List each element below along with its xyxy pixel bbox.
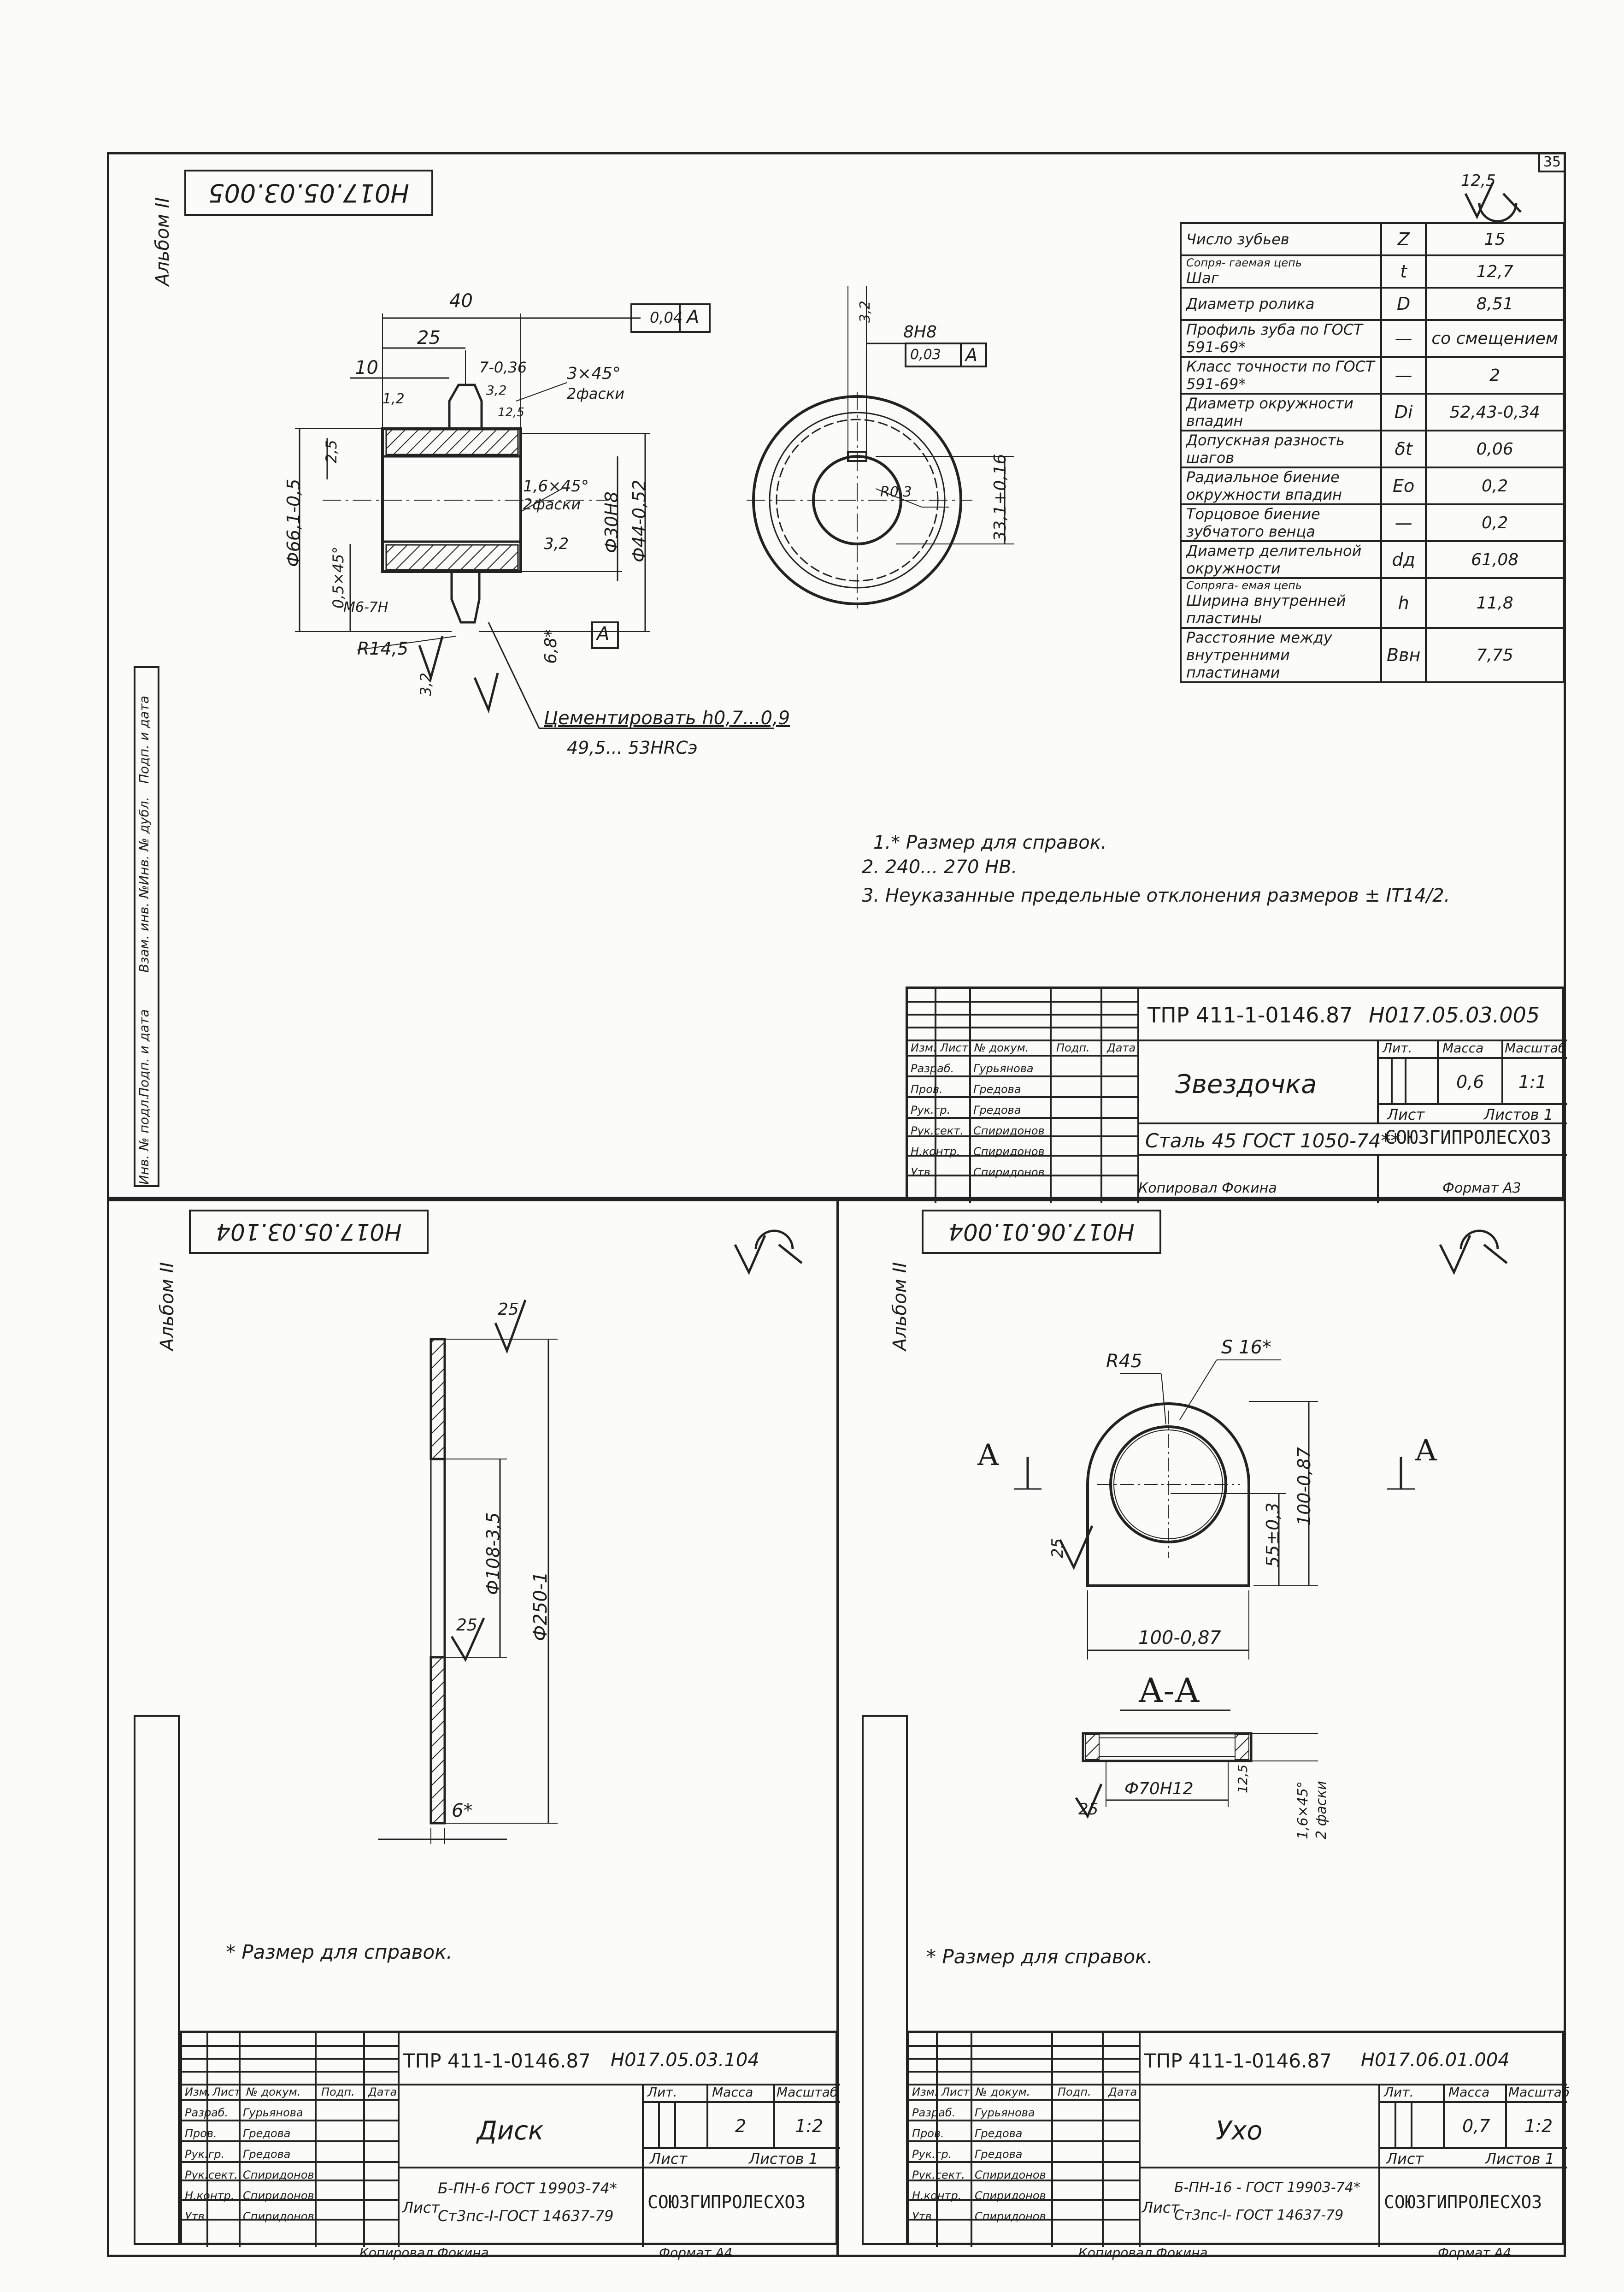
sheet1-note-2: 2. 240... 270 НВ. — [862, 857, 1018, 878]
sheet1-sidebar-1: Инв. № подл. — [136, 1095, 152, 1185]
sheet1-sidebar-3: Взам. инв. № — [136, 885, 152, 973]
sheet1-format: Формат А3 — [1442, 1180, 1521, 1196]
sheet2-organization: СОЮЗГИПРОЛЕСХОЗ — [647, 2192, 806, 2212]
sheet3-sheet-label: Лист — [1386, 2150, 1424, 2168]
dim-3-2-a: 3,2 — [486, 383, 507, 398]
param-name: Радиальное биение окружности впадин — [1181, 467, 1381, 504]
sheet1-copied-by: Копировал Фокина — [1138, 1180, 1277, 1196]
sheet3-note: * Размер для справок. — [926, 1945, 1153, 1968]
sheet1-part-code: Н017.05.03.005 — [1369, 1003, 1540, 1028]
dim-r14-5: R14,5 — [357, 638, 409, 659]
signature-role: Утв. — [911, 1166, 934, 1179]
dim-10: 10 — [355, 357, 378, 378]
dim-datum-3: А — [965, 345, 977, 365]
disc-dim-250: Ф250-1 — [530, 1571, 551, 1641]
signature-role: Рук.сект. — [185, 2168, 238, 2181]
sheet3-part-code: Н017.06.01.004 — [1361, 2050, 1510, 2071]
signature-doc-header: № докум. — [974, 1041, 1029, 1054]
ear-dim-2-facets: 2 фаски — [1313, 1781, 1330, 1839]
signature-row — [911, 2186, 1140, 2206]
signature-role: Разраб. — [185, 2106, 229, 2119]
ear-section-title: А-А — [1138, 1671, 1200, 1710]
signature-name: Спиридонов — [973, 1166, 1045, 1179]
sheet3-sidebar — [862, 1715, 908, 2245]
ear-dim-1-6x45: 1,6×45° — [1295, 1781, 1311, 1839]
signature-row — [911, 2123, 1140, 2144]
param-value: 8,51 — [1426, 288, 1564, 320]
sheet3-sheets-count: Листов 1 — [1485, 2150, 1555, 2168]
signature-role: Разраб. — [911, 1062, 954, 1075]
signature-name: Гредова — [973, 1083, 1021, 1096]
signature-name: Спиридонов — [243, 2189, 314, 2202]
sheet3-mass: 0,7 — [1462, 2116, 1490, 2136]
signature-row — [911, 2103, 1140, 2123]
signature-name: Гурьянова — [975, 2106, 1035, 2119]
sheet1-scale-header: Масштаб — [1505, 1040, 1566, 1056]
param-value: 7,75 — [1426, 628, 1564, 682]
sheet2-code-stamp: Н017.05.03.104 — [189, 1210, 429, 1254]
param-symbol: Bвн — [1381, 628, 1426, 682]
param-symbol: δt — [1381, 431, 1426, 467]
signature-sign-header: Подп. — [1058, 2085, 1091, 2098]
signature-role: Н.контр. — [912, 2189, 962, 2202]
disc-dim-108: Ф108-3,5 — [483, 1512, 503, 1595]
dim-25: 25 — [417, 327, 441, 349]
dim-12-5: 12,5 — [498, 406, 524, 419]
dim-datum-1: А — [687, 307, 700, 328]
signature-role: Рук.гр. — [912, 2148, 952, 2161]
sheet2-album-label: Альбом II — [157, 1262, 178, 1351]
ear-dim-r45: R45 — [1106, 1351, 1142, 1372]
sheet1-note-3: 3. Неуказанные предельные отклонения размеров ± IT14/2. — [862, 885, 1450, 906]
param-value: 2 — [1426, 357, 1564, 394]
dim-tolerance-2: 0,03 — [910, 347, 941, 363]
param-name: Диаметр окружности впадин — [1181, 394, 1381, 431]
signature-role: Изм. — [912, 2085, 938, 2098]
sheet3-album-label: Альбом II — [889, 1262, 911, 1351]
sheet2-material-prefix: Лист — [402, 2199, 440, 2216]
sheet3-scale-header: Масштаб — [1508, 2085, 1570, 2100]
note-hardness: 49,5... 53HRCэ — [567, 738, 698, 758]
sheet1-material: Сталь 45 ГОСТ 1050-74** — [1145, 1129, 1400, 1152]
signature-role: Рук.сект. — [911, 1124, 964, 1137]
dim-05x45: 0,5×45° — [330, 546, 347, 608]
param-value: 11,8 — [1426, 578, 1564, 628]
ear-roughness-12-5: 12,5 — [1235, 1764, 1250, 1793]
param-value: 0,2 — [1426, 467, 1564, 504]
sheet3-mass-header: Масса — [1448, 2085, 1490, 2100]
dim-30h8: Ф30H8 — [601, 491, 622, 553]
dim-33-1: 33,1+0,16 — [991, 454, 1010, 542]
ear-section-label-left: А — [977, 1438, 1000, 1472]
signature-name: Спиридонов — [975, 2210, 1046, 2223]
disc-roughness-25b: 25 — [456, 1616, 477, 1635]
signature-name: Спиридонов — [973, 1145, 1045, 1158]
sheet3-scale: 1:2 — [1524, 2116, 1553, 2136]
signature-role: Рук.гр. — [185, 2148, 225, 2161]
sheet3-format: Формат А4 — [1438, 2245, 1512, 2260]
ear-section-label-right: А — [1415, 1434, 1437, 1468]
dim-44: Ф44-0,52 — [629, 479, 649, 562]
signature-row — [911, 2165, 1140, 2185]
param-name: Число зубьев — [1181, 223, 1381, 255]
signature-name: Лист — [941, 2085, 970, 2098]
signature-role: Пров. — [912, 2127, 944, 2140]
signature-name: Спиридонов — [973, 1124, 1045, 1137]
ear-dim-s16: S 16* — [1221, 1337, 1272, 1358]
param-symbol: t — [1381, 255, 1426, 288]
signature-role: Изм. — [185, 2085, 211, 2098]
dim-m6: М6-7Н — [343, 599, 388, 615]
signature-date-header: Дата — [368, 2085, 397, 2098]
dim-datum-2: А — [597, 623, 610, 644]
dim-3-2-b: 3,2 — [544, 535, 569, 553]
sheet1-organization: СОЮЗГИПРОЛЕСХОЗ — [1385, 1127, 1552, 1148]
page-number: 35 — [1543, 154, 1561, 170]
signature-role: Н.контр. — [911, 1145, 960, 1158]
param-name: Допускная разность шагов — [1181, 431, 1381, 467]
param-symbol: dд — [1381, 541, 1426, 578]
sheet3-lit-header: Лит. — [1384, 2085, 1414, 2100]
signature-role: Утв. — [912, 2210, 936, 2223]
param-symbol: — — [1381, 504, 1426, 541]
signature-doc-header: № докум. — [246, 2085, 301, 2098]
sheet2-doc-code: ТПР 411-1-0146.87 — [403, 2050, 591, 2072]
param-symbol: — — [1381, 357, 1426, 394]
signature-name: Гредова — [975, 2127, 1023, 2140]
sheet2-sheets-count: Листов 1 — [749, 2150, 818, 2168]
sheet2-scale-header: Масштаб — [777, 2085, 838, 2100]
dim-r0-3: R0,3 — [880, 484, 912, 500]
sheet2-note: * Размер для справок. — [226, 1941, 453, 1963]
sheet2-part-name: Диск — [477, 2116, 544, 2146]
param-value: 0,06 — [1426, 431, 1564, 467]
param-symbol: D — [1381, 288, 1426, 320]
param-name: Диаметр ролика — [1181, 288, 1381, 320]
dim-3-2-c: 3,2 — [417, 673, 435, 696]
signature-role: Утв. — [185, 2210, 208, 2223]
param-symbol: Di — [1381, 394, 1426, 431]
sheet1-sidebar-4: Инв. № дубл. — [136, 797, 152, 885]
param-name: Класс точности по ГОСТ 591-69* — [1181, 357, 1381, 394]
param-name: Торцовое биение зубчатого венца — [1181, 504, 1381, 541]
signature-name: Гурьянова — [243, 2106, 303, 2119]
ear-dim-100-horizontal: 100-0,87 — [1138, 1627, 1221, 1648]
note-cementation: Цементировать h0,7...0,9 — [544, 708, 790, 729]
signature-role: Н.контр. — [185, 2189, 235, 2202]
sheet3-copied-by: Копировал Фокина — [1078, 2245, 1208, 2260]
dim-3x45: 3×45° — [567, 364, 621, 383]
sheet1-doc-code: ТПР 411-1-0146.87 — [1147, 1003, 1353, 1028]
param-symbol: Eo — [1381, 467, 1426, 504]
signature-role: Рук.гр. — [911, 1104, 951, 1116]
param-value: со смещением — [1426, 320, 1564, 357]
sheet2-material-1: Б-ПН-6 ГОСТ 19903-74* — [438, 2180, 617, 2197]
sheet2-lit-header: Лит. — [647, 2085, 677, 2100]
sheet1-mass: 0,6 — [1456, 1072, 1484, 1092]
sheet1-lit-header: Лит. — [1383, 1040, 1412, 1056]
dim-66: Ф66,1-0,5 — [283, 478, 304, 567]
sheet2-mass-header: Масса — [712, 2085, 753, 2100]
param-name-text: Ширина внутренней пластины — [1186, 592, 1346, 627]
signature-name: Гредова — [243, 2127, 291, 2140]
signature-role: Пров. — [911, 1083, 943, 1096]
dim-1-2: 1,2 — [382, 391, 405, 407]
signature-role: Рук.сект. — [912, 2168, 965, 2181]
signature-name: Лист — [212, 2085, 241, 2098]
sheet1-sheet-label: Лист — [1387, 1106, 1425, 1123]
signature-name: Гредова — [243, 2148, 291, 2161]
ear-dim-55: 55±0,3 — [1263, 1502, 1283, 1567]
signature-role: Изм. — [911, 1041, 937, 1054]
param-symbol: — — [1381, 320, 1426, 357]
sheet1-mass-header: Масса — [1442, 1040, 1484, 1056]
sheet1-note-1: 1.* Размер для справок. — [873, 832, 1107, 853]
ear-roughness-25: 25 — [1048, 1538, 1067, 1558]
signature-sign-header: Подп. — [1056, 1041, 1090, 1054]
dim-2-facets-a: 2фаски — [567, 385, 625, 402]
param-value: 0,2 — [1426, 504, 1564, 541]
sheet3-organization: СОЮЗГИПРОЛЕСХОЗ — [1384, 2192, 1542, 2212]
dim-1-6x45: 1,6×45° — [523, 477, 589, 496]
param-name: Расстояние между внутренними пластинами — [1181, 628, 1381, 682]
sheet3-code-stamp: Н017.06.01.004 — [922, 1210, 1161, 1254]
sheet2-mass: 2 — [735, 2116, 747, 2136]
sheet1-scale: 1:1 — [1518, 1072, 1547, 1092]
param-name: Диаметр делительной окружности — [1181, 541, 1381, 578]
sheet1-part-name: Звездочка — [1175, 1069, 1317, 1099]
param-value: 15 — [1426, 223, 1564, 255]
dim-tolerance-1: 0,04 — [650, 309, 683, 326]
dim-6-8: 6,8* — [541, 629, 560, 664]
sheet1-sheets-count: Листов 1 — [1484, 1106, 1553, 1123]
param-name: Профиль зуба по ГОСТ 591-69* — [1181, 320, 1381, 357]
param-group: Сопря- гаемая цепь — [1186, 256, 1302, 269]
sheet3-material-2: Ст3пс-I- ГОСТ 14637-79 — [1174, 2207, 1344, 2223]
ear-roughness-25-section: 25 — [1078, 1800, 1099, 1819]
signature-row — [911, 2206, 1140, 2227]
signature-row — [911, 2082, 1140, 2102]
signature-date-header: Дата — [1107, 1041, 1136, 1054]
signature-name: Гредова — [975, 2148, 1023, 2161]
sheet1-roughness-value: 12,5 — [1461, 171, 1496, 190]
param-symbol: Z — [1381, 223, 1426, 255]
signature-sign-header: Подп. — [321, 2085, 355, 2098]
param-name-text: Шаг — [1186, 269, 1219, 287]
sheet2-copied-by: Копировал Фокина — [359, 2245, 489, 2260]
sheet2-part-code: Н017.05.03.104 — [611, 2050, 759, 2071]
sheet3-material-prefix: Лист — [1142, 2199, 1180, 2216]
signature-row — [911, 2144, 1140, 2164]
dim-7: 7-0,36 — [479, 359, 527, 376]
param-value: 61,08 — [1426, 541, 1564, 578]
dim-3-2-key: 3,2 — [857, 301, 873, 323]
dim-40: 40 — [449, 290, 473, 312]
sheet2-material-2: Ст3пс-I-ГОСТ 14637-79 — [438, 2207, 614, 2225]
signature-name: Гурьянова — [973, 1062, 1034, 1075]
dim-8h8: 8Н8 — [903, 323, 937, 342]
sheet2-format: Формат А4 — [659, 2245, 733, 2260]
sheet1-code-stamp: Н017.05.03.005 — [184, 170, 433, 216]
param-symbol: h — [1381, 578, 1426, 628]
sheet1-album-label: Альбом II — [152, 197, 173, 286]
signature-name: Спиридонов — [975, 2168, 1046, 2181]
signature-name: Спиридонов — [975, 2189, 1046, 2202]
param-value: 12,7 — [1426, 255, 1564, 288]
sheet3-title-block — [907, 2031, 1570, 2245]
sheet1-sidebar-5: Подп. и дата — [136, 696, 152, 784]
signature-role: Разраб. — [912, 2106, 956, 2119]
param-group: Сопряга- емая цепь — [1186, 579, 1302, 592]
disc-roughness-25a: 25 — [498, 1300, 519, 1319]
sheet1-sidebar-2: Подп. и дата — [136, 1009, 152, 1097]
sheet3-doc-code: ТПР 411-1-0146.87 — [1144, 2050, 1332, 2072]
ear-dim-100-vertical: 100-0,87 — [1294, 1447, 1314, 1526]
disc-dim-6: 6* — [452, 1800, 473, 1821]
sheet2-sheet-label: Лист — [650, 2150, 688, 2168]
signature-name: Гредова — [973, 1104, 1021, 1116]
signature-doc-header: № докум. — [976, 2085, 1030, 2098]
signature-name: Спиридонов — [243, 2168, 314, 2181]
sheet2-scale: 1:2 — [795, 2116, 824, 2136]
signature-date-header: Дата — [1108, 2085, 1137, 2098]
dim-2-5: 2,5 — [323, 440, 340, 463]
dim-2-facets-b: 2фаски — [523, 496, 581, 513]
signature-name: Спиридонов — [243, 2210, 314, 2223]
signature-role: Пров. — [185, 2127, 217, 2140]
signature-name: Лист — [940, 1041, 968, 1054]
sheet3-part-name: Ухо — [1216, 2116, 1263, 2146]
ear-dim-70: Ф70Н12 — [1124, 1779, 1194, 1798]
sheet3-material-1: Б-ПН-16 - ГОСТ 19903-74* — [1174, 2180, 1360, 2196]
param-value: 52,43-0,34 — [1426, 394, 1564, 431]
